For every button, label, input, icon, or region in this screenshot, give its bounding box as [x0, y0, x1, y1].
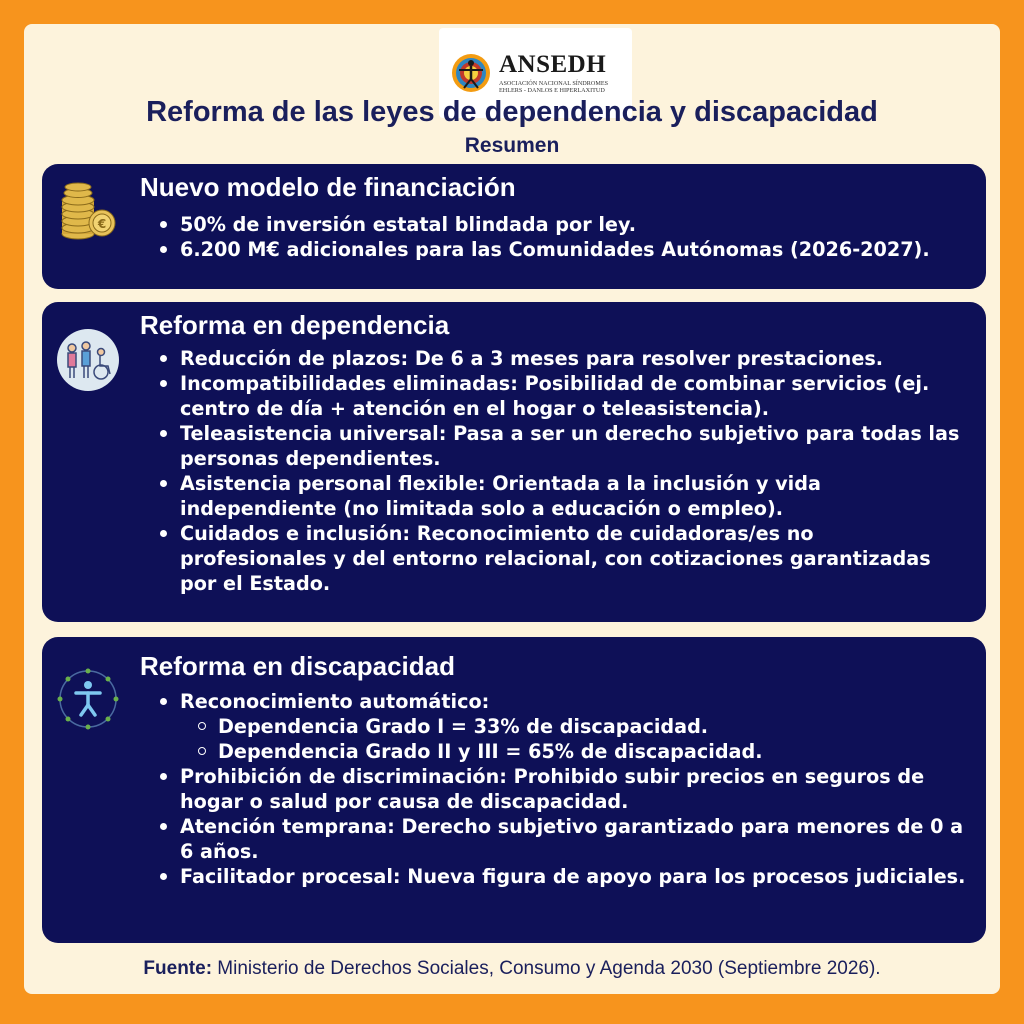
footer-text: Ministerio de Derechos Sociales, Consumo y Agenda 2030 (Septiembre 2026). [212, 958, 881, 979]
list-item: Atención temprana: Derecho subjetivo garantizado para menores de 0 a 6 años. [160, 814, 966, 864]
list-item: Reconocimiento automático: [160, 689, 966, 714]
list-item: Asistencia personal flexible: Orientada a la inclusión y vida independiente (no limitada solo a educación o empleo). [160, 471, 966, 521]
section-list [160, 346, 966, 596]
accessibility-person-icon [56, 667, 120, 731]
section-title: Reforma en discapacidad [140, 651, 455, 681]
sub-list-item: Dependencia Grado I = 33% de discapacidad. [160, 714, 966, 739]
list-item: Cuidados e inclusión: Reconocimiento de cuidadoras/es no profesionales y del entorno relacional, con cotizaciones garantizadas por el Estado. [160, 521, 966, 596]
list-item: 6.200 M€ adicionales para las Comunidades Autónomas (2026-2027). [160, 237, 966, 262]
section-dependencia [42, 302, 986, 622]
svg-text:€: € [97, 217, 107, 231]
list-item: Prohibición de discriminación: Prohibido subir precios en seguros de hogar o salud por causa de discapacidad. [160, 764, 966, 814]
list-item: Incompatibilidades eliminadas: Posibilidad de combinar servicios (ej. centro de día + atención en el hogar o teleasistencia). [160, 371, 966, 421]
footer-label: Fuente: [143, 958, 213, 979]
section-financiacion [42, 164, 986, 289]
coins-icon [56, 178, 122, 244]
section-discapacidad [42, 637, 986, 943]
section-list [160, 212, 966, 262]
source-footer [24, 958, 1000, 980]
section-title: Reforma en dependencia [140, 310, 450, 340]
people-accessibility-icon [56, 328, 120, 392]
list-item: Facilitador procesal: Nueva figura de apoyo para los procesos judiciales. [160, 864, 966, 889]
list-item: Reducción de plazos: De 6 a 3 meses para resolver prestaciones. [160, 346, 966, 371]
section-title: Nuevo modelo de financiación [140, 172, 516, 202]
logo-subtitle: ASOCIACIÓN NACIONAL SÍNDROMES EHLERS - DANLOS E HIPERLAXITUD [499, 79, 609, 94]
vitruvian-logo-icon [451, 53, 491, 93]
infographic-card [24, 24, 1000, 994]
list-item: 50% de inversión estatal blindada por ley. [160, 212, 966, 237]
sub-list-item: Dependencia Grado II y III = 65% de discapacidad. [160, 739, 966, 764]
page-subtitle: Resumen [464, 134, 560, 157]
list-item: Teleasistencia universal: Pasa a ser un derecho subjetivo para todas las personas dependientes. [160, 421, 966, 471]
page-title: Reforma de las leyes de dependencia y discapacidad [146, 96, 878, 128]
logo-name: ANSEDH [499, 50, 607, 78]
section-list [160, 689, 966, 889]
